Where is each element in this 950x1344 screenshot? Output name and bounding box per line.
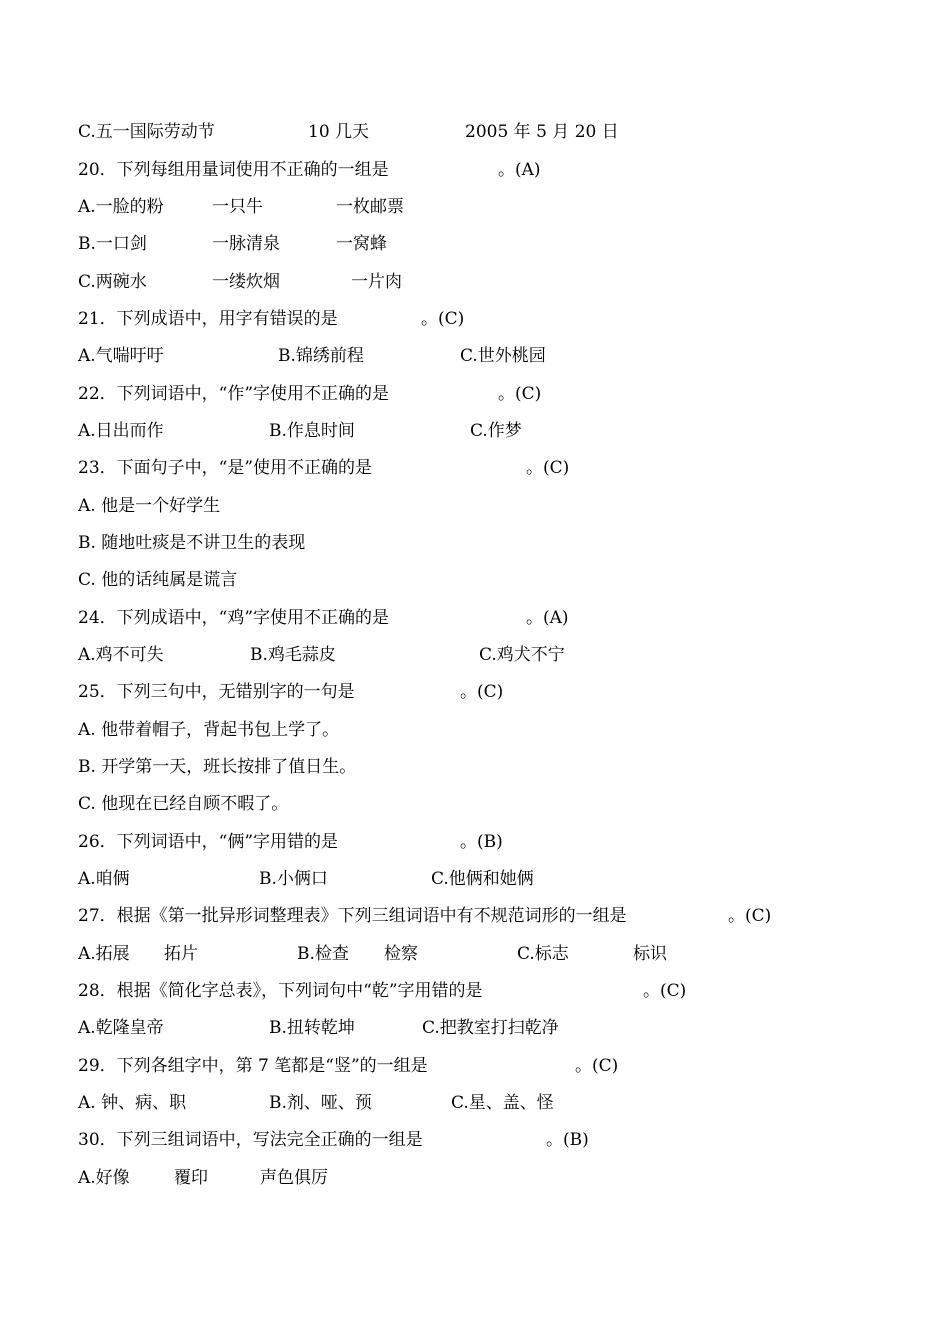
option-text: 拓片 bbox=[164, 944, 198, 964]
option-text: 10 几天 bbox=[308, 122, 370, 142]
question-text: 27．根据《第一批异形词整理表》下列三组词语中有不规范词形的一组是 bbox=[78, 906, 627, 926]
question-text: 26．下列词语中，“俩”字用错的是 bbox=[78, 832, 339, 852]
option-text: A.咱俩 bbox=[78, 869, 130, 889]
option-text: A.鸡不可失 bbox=[78, 645, 164, 665]
option-text: A.拓展 bbox=[78, 944, 130, 964]
option-text: C.世外桃园 bbox=[460, 346, 546, 366]
option-text: C.把教室打扫乾净 bbox=[422, 1018, 559, 1038]
option-text: B.小俩口 bbox=[259, 869, 328, 889]
option-text: 声色俱厉 bbox=[260, 1168, 328, 1188]
option-text: C.鸡犬不宁 bbox=[479, 645, 565, 665]
question-text: 20．下列每组用量词使用不正确的一组是 bbox=[78, 160, 389, 180]
option-text: A.气喘吁吁 bbox=[78, 346, 164, 366]
option-text: C.两碗水 bbox=[78, 272, 147, 292]
question-text: 22．下列词语中，“作”字使用不正确的是 bbox=[78, 384, 390, 404]
option-text: C. 他的话纯属是谎言 bbox=[78, 570, 238, 590]
option-text: C.五一国际劳动节 bbox=[78, 122, 215, 142]
option-text: B.锦绣前程 bbox=[278, 346, 364, 366]
option-text: A. 他带着帽子，背起书包上学了。 bbox=[78, 720, 340, 740]
option-text: B.鸡毛蒜皮 bbox=[250, 645, 336, 665]
question-text: 29．下列各组字中，第 7 笔都是“竖”的一组是 bbox=[78, 1056, 428, 1076]
option-text: C. 他现在已经自顾不暇了。 bbox=[78, 794, 289, 814]
answer-text: 。(C) bbox=[575, 1056, 619, 1076]
option-text: B.扭转乾坤 bbox=[269, 1018, 355, 1038]
option-text: 检察 bbox=[384, 944, 418, 964]
option-text: A.乾隆皇帝 bbox=[78, 1018, 164, 1038]
answer-text: 。(C) bbox=[526, 458, 570, 478]
option-text: B.检查 bbox=[297, 944, 349, 964]
option-text: 一窝蜂 bbox=[336, 234, 387, 254]
option-text: 一枚邮票 bbox=[336, 197, 404, 217]
option-text: 标识 bbox=[633, 944, 667, 964]
option-text: C.标志 bbox=[517, 944, 569, 964]
option-text: 一脉清泉 bbox=[212, 234, 280, 254]
option-text: A.一脸的粉 bbox=[78, 197, 164, 217]
option-text: 覆印 bbox=[174, 1168, 208, 1188]
answer-text: 。(C) bbox=[498, 384, 542, 404]
option-text: C.他俩和她俩 bbox=[431, 869, 534, 889]
option-text: C.作梦 bbox=[470, 421, 522, 441]
answer-text: 。(B) bbox=[460, 832, 503, 852]
answer-text: 。(C) bbox=[421, 309, 465, 329]
option-text: B. 开学第一天，班长按排了值日生。 bbox=[78, 757, 357, 777]
answer-text: 。(B) bbox=[546, 1130, 589, 1150]
option-text: 2005 年 5 月 20 日 bbox=[465, 122, 619, 142]
option-text: B.作息时间 bbox=[269, 421, 355, 441]
answer-text: 。(C) bbox=[643, 981, 687, 1001]
question-text: 23．下面句子中，“是”使用不正确的是 bbox=[78, 458, 373, 478]
option-text: A.好像 bbox=[78, 1168, 130, 1188]
option-text: B.一口剑 bbox=[78, 234, 147, 254]
option-text: B.剂、哑、预 bbox=[269, 1093, 372, 1113]
question-text: 30．下列三组词语中，写法完全正确的一组是 bbox=[78, 1130, 423, 1150]
question-text: 25．下列三句中，无错别字的一句是 bbox=[78, 682, 355, 702]
option-text: 一片肉 bbox=[351, 272, 402, 292]
answer-text: 。(C) bbox=[460, 682, 504, 702]
option-text: 一只牛 bbox=[212, 197, 263, 217]
option-text: A. 他是一个好学生 bbox=[78, 496, 221, 516]
answer-text: 。(C) bbox=[728, 906, 772, 926]
option-text: A. 钟、病、职 bbox=[78, 1093, 187, 1113]
option-text: 一缕炊烟 bbox=[212, 272, 280, 292]
answer-text: 。(A) bbox=[526, 608, 569, 628]
answer-text: 。(A) bbox=[498, 160, 541, 180]
option-text: B. 随地吐痰是不讲卫生的表现 bbox=[78, 533, 306, 553]
question-text: 21．下列成语中，用字有错误的是 bbox=[78, 309, 338, 329]
question-text: 24．下列成语中，“鸡”字使用不正确的是 bbox=[78, 608, 390, 628]
option-text: C.星、盖、怪 bbox=[451, 1093, 554, 1113]
question-text: 28．根据《简化字总表》，下列词句中“乾”字用错的是 bbox=[78, 981, 483, 1001]
option-text: A.日出而作 bbox=[78, 421, 164, 441]
